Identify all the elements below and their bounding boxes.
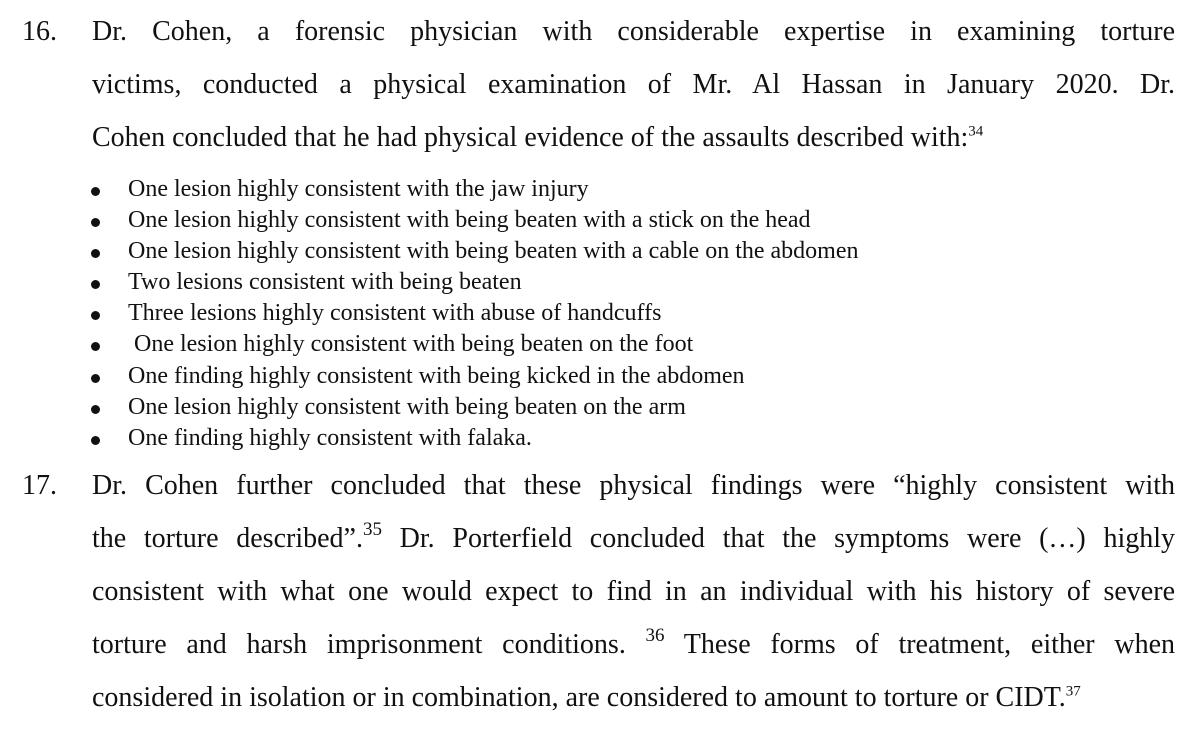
list-item xyxy=(0,269,1000,300)
list-item xyxy=(0,394,1000,425)
bullet-icon xyxy=(91,342,100,351)
list-item xyxy=(0,238,1000,269)
footnote-ref: 36 xyxy=(645,625,665,646)
paragraph-line-text: Dr. Porterfield concluded that the symptoms were (…) highly xyxy=(381,523,1176,554)
list-item-text: One finding highly consistent with falaka. xyxy=(128,425,532,451)
paragraph-line: Dr. Cohen further concluded that these physical findings were “highly consistent with xyxy=(92,470,1175,501)
paragraph-line-text: Cohen concluded that he had physical evidence of the assaults described with: xyxy=(92,122,969,153)
paragraph-line: consistent with what one would expect to find in an individual with his history of severe xyxy=(92,576,1175,607)
list-item xyxy=(0,207,1000,238)
paragraph-line: victims, conducted a physical examination of Mr. Al Hassan in January 2020. Dr. xyxy=(92,69,1175,100)
list-item-text: One lesion highly consistent with being beaten on the arm xyxy=(128,394,686,420)
bullet-icon xyxy=(91,405,100,414)
bullet-icon xyxy=(91,187,100,196)
paragraph-number: 16. xyxy=(22,16,57,47)
footnote-ref: 34 xyxy=(968,123,984,140)
paragraph-line-text: considered in isolation or in combination, are considered to amount to torture or CIDT. xyxy=(92,682,1066,713)
paragraph-number: 17. xyxy=(22,470,57,501)
list-item-text: One lesion highly consistent with being beaten with a stick on the head xyxy=(128,207,811,233)
list-item-text: One finding highly consistent with being kicked in the abdomen xyxy=(128,363,745,389)
bullet-icon xyxy=(91,374,100,383)
list-item xyxy=(0,300,1000,331)
paragraph-line-text: the torture described”. xyxy=(92,523,363,554)
bullet-icon xyxy=(91,436,100,445)
list-item-text: Two lesions consistent with being beaten xyxy=(128,269,522,295)
list-item-text: One lesion highly consistent with being beaten with a cable on the abdomen xyxy=(128,238,859,264)
bullet-icon xyxy=(91,311,100,320)
list-item xyxy=(0,363,1000,394)
footnote-ref: 37 xyxy=(1065,683,1081,700)
bullet-icon xyxy=(91,218,100,227)
footnote-ref: 35 xyxy=(362,519,382,540)
paragraph-line xyxy=(92,519,1176,555)
paragraph-line xyxy=(92,682,1175,714)
paragraph-line-text: These forms of treatment, either when xyxy=(664,629,1176,660)
list-item xyxy=(0,331,1000,362)
bullet-icon xyxy=(91,280,100,289)
list-item xyxy=(0,176,1000,207)
list-item-text: Three lesions highly consistent with abuse of handcuffs xyxy=(128,300,662,326)
list-item xyxy=(0,425,1000,456)
paragraph-line: Dr. Cohen, a forensic physician with considerable expertise in examining torture xyxy=(92,16,1175,47)
bullet-icon xyxy=(91,249,100,258)
list-item-text: One lesion highly consistent with the jaw injury xyxy=(128,176,589,202)
paragraph-line xyxy=(92,122,1175,154)
paragraph-line-text: torture and harsh imprisonment conditions. xyxy=(92,629,646,660)
list-item-text: One lesion highly consistent with being beaten on the foot xyxy=(134,331,694,357)
paragraph-line xyxy=(92,625,1176,661)
